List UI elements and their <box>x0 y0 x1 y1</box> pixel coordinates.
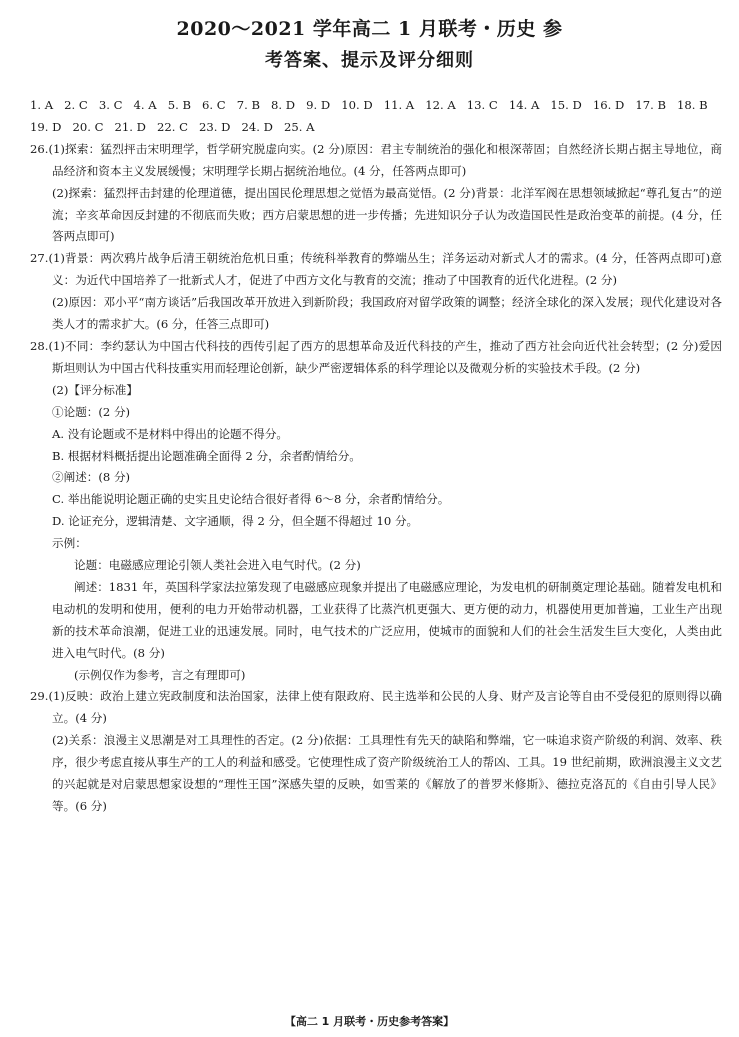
q29-part2: (2)关系：浪漫主义思潮是对工具理性的否定。(2 分)依据：工具理性有先天的缺陷和弊端，它一味追求资产阶级的利润、效率、秩序，很少考虑直接从事生产的工人的利益和感受。它使理性成了资产阶级统治工人的帮凶、工具。19 世纪前期，欧洲浪漫主义文艺的兴起就是对启蒙思想家设想的“理性王国”深感失望的反映，如雪莱的《解放了的普罗米修斯》、德拉克洛瓦的《自由引导人民》等。(6 分) <box>52 733 722 813</box>
q28-example-thesis: 论题：电磁感应理论引领人类社会进入电气时代。(2 分) <box>74 558 361 573</box>
q28-argument-label: ②阐述：(8 分) <box>52 470 131 485</box>
q28-part1: 28.(1)不同：李约瑟认为中国古代科技的西传引起了西方的思想革命及近代科技的产生，推动了西方社会向近代社会转型；(2 分)爱因斯坦则认为中国古代科技重实用而轻理论创新，缺少严密逻辑体系的科学理论以及微观分析的实验技术手段。(2 分) <box>30 338 722 375</box>
q29-part1: 29.(1)反映：政治上建立宪政制度和法治国家，法律上使有限政府、民主选举和公民的人身、财产及言论等自由不受侵犯的原则得以确立。(4 分) <box>30 689 722 726</box>
answer-content <box>30 95 722 818</box>
q27-part1: 27.(1)背景：两次鸦片战争后清王朝统治危机日重；传统科举教育的弊端丛生；洋务运动对新式人才的需求。(4 分，任答两点即可)意义：为近代中国培养了一批新式人才，促进了中西方文化与教育的交流；推动了中国教育的近代化进程。(2 分) <box>30 251 722 288</box>
q28-scoring-heading: (2)【评分标准】 <box>52 382 138 397</box>
q28-thesis-label: ①论题：(2 分) <box>52 404 131 419</box>
q27-part2: (2)原因：邓小平“南方谈话”后我国改革开放进入到新阶段；我国政府对留学政策的调整；经济全球化的深入发展；现代化建设对各类人才的需求扩大。(6 分，任答三点即可) <box>52 295 722 332</box>
choice-answers-line-1: 1. A 2. C 3. C 4. A 5. B 6. C 7. B 8. D 9. D 10. D 11. A 12. A 13. C 14. A 15. D 16. D 17. B 18. B <box>30 98 708 112</box>
q28-criterion-c: C. 举出能说明论题正确的史实且史论结合很好者得 6～8 分，余者酌情给分。 <box>52 492 450 507</box>
choice-answers-line-2: 19. D 20. C 21. D 22. C 23. D 24. D 25. A <box>30 119 315 134</box>
q28-criterion-a: A. 没有论题或不是材料中得出的论题不得分。 <box>52 426 289 441</box>
q28-criterion-d: D. 论证充分，逻辑清楚、文字通顺，得 2 分，但全题不得超过 10 分。 <box>52 514 419 529</box>
q28-example-note: (示例仅作为参考，言之有理即可) <box>74 667 246 682</box>
page-title: 2020～2021 学年高二 1 月联考・历史 参 <box>176 18 563 40</box>
q26-part1: 26.(1)探索：猛烈抨击宋明理学，哲学研究脱虚向实。(2 分)原因：君主专制统治的强化和根深蒂固；自然经济长期占据主导地位，商品经济和资本主义发展缓慢；宋明理学长期占据统治地位。(4 分，任答两点即可) <box>30 141 722 178</box>
q26-part2: (2)探索：猛烈抨击封建的伦理道德，提出国民伦理思想之觉悟为最高觉悟。(2 分)背景：北洋军阀在思想领域掀起“尊孔复古”的逆流；辛亥革命因反封建的不彻底而失败；西方启蒙思想的进一步传播；先进知识分子认为改造国民性是政治变革的前提。(4 分，任答两点即可) <box>52 185 722 244</box>
q28-criterion-b: B. 根据材料概括提出论题准确全面得 2 分，余者酌情给分。 <box>52 448 361 463</box>
page-subtitle: 考答案、提示及评分细则 <box>265 50 474 71</box>
q28-example-label: 示例： <box>52 536 87 551</box>
page-footer: 【高二 1 月联考・历史参考答案】 <box>284 1015 455 1028</box>
q28-example-argument: 阐述：1831 年，英国科学家法拉第发现了电磁感应现象并提出了电磁感应理论，为发电机的研制奠定理论基础。随着发电机和电动机的发明和使用，便利的电力开始带动机器，工业获得了比蒸汽机更强大、更方便的动力，机器使用更加普遍，工业生产出现新的技术革命浪潮，促进工业的迅速发展。同时，电气技术的广泛应用，使城市的面貌和人们的社会生活发生巨大变化，人类由此进入电气时代。(8 分) <box>52 579 722 660</box>
